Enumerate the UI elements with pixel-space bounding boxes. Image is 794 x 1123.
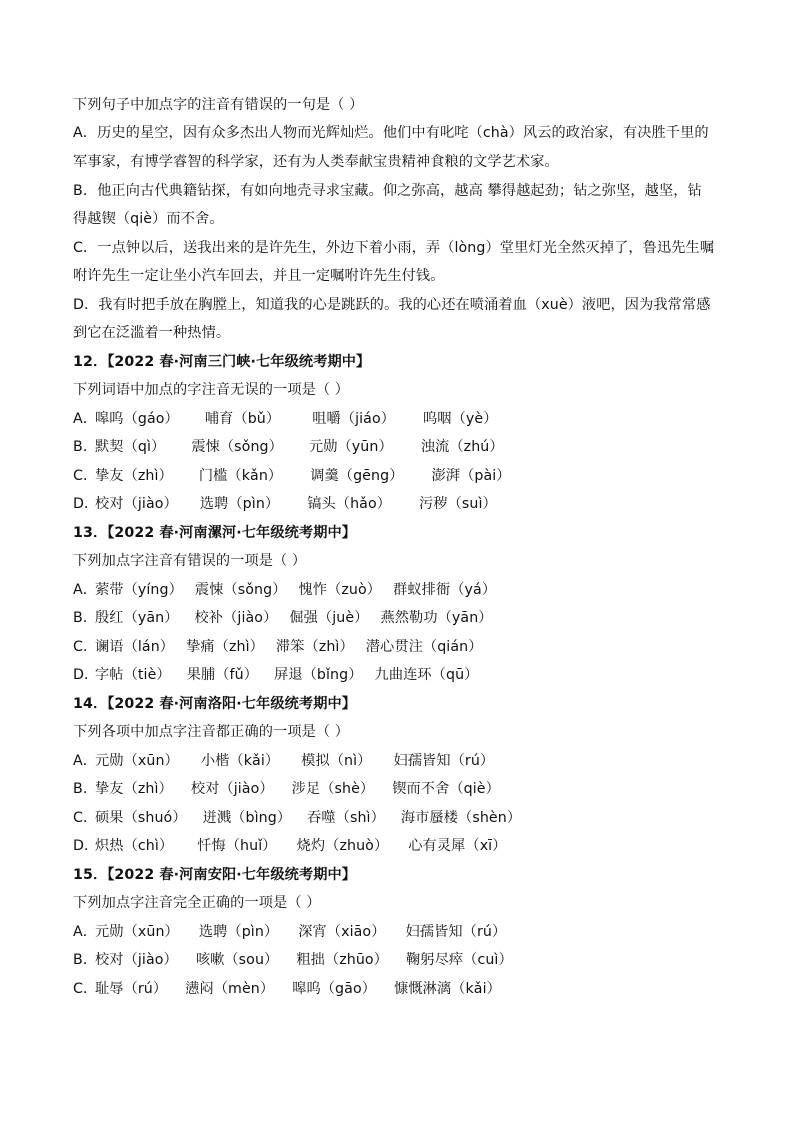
option-word: 浊流（zhú） — [420, 439, 504, 455]
q11-line: C．一点钟以后，送我出来的是许先生，外边下着小雨，弄（lòng）堂里灯光全然灭掉了，鲁迅先生嘱 — [73, 240, 715, 256]
option-word: 果脯（fǔ） — [186, 667, 259, 683]
q13-option-b[interactable] — [73, 608, 513, 628]
option-word: 谰语（lán） — [95, 639, 175, 655]
q14-stem: 下列各项中加点字注音都正确的一项是（ ） — [73, 724, 350, 740]
option-word: 殷红（yān） — [95, 610, 179, 626]
option-word: 屏退（bǐng） — [274, 667, 363, 683]
q14-option-d[interactable] — [73, 836, 527, 856]
option-label: D． — [73, 667, 99, 683]
q12-option-d[interactable] — [73, 494, 517, 514]
q15-option-c[interactable] — [73, 979, 521, 999]
option-word: 字帖（tiè） — [95, 667, 171, 683]
q11-line: 咐许先生一定让坐小汽车回去，并且一定嘱咐许先生付钱。 — [73, 268, 445, 284]
option-word: 群蚁排衙（yá） — [393, 582, 497, 598]
option-word: 校对（jiào） — [95, 952, 178, 968]
q15-header: 15．【2022 春·河南安阳·七年级统考期中】 — [73, 867, 357, 883]
option-word: 海市蜃楼（shèn） — [400, 810, 522, 826]
option-word: 滞笨（zhì） — [275, 639, 354, 655]
q13-option-a[interactable] — [73, 580, 516, 600]
q13-option-d[interactable] — [73, 665, 498, 685]
option-word: 选聘（pìn） — [198, 924, 279, 940]
q13-option-c[interactable] — [73, 637, 503, 657]
option-word: 萦带（yíng） — [95, 582, 183, 598]
option-word: 默契（qì） — [95, 439, 166, 455]
option-label: A． — [73, 753, 98, 769]
q12-header: 12．【2022 春·河南三门峡·七年级统考期中】 — [73, 354, 371, 370]
option-word: 慷慨淋漓（kǎi） — [394, 981, 501, 997]
option-word: 模拟（nì） — [301, 753, 372, 769]
q12-stem: 下列词语中加点的字注音无误的一项是（ ） — [73, 382, 350, 398]
q11-line: B．他正向古代典籍钻探，有如向地壳寻求宝藏。仰之弥高，越高 攀得越起劲；钻之弥坚，越坚，钻 — [73, 183, 702, 199]
option-word: 门槛（kǎn） — [198, 468, 283, 484]
option-word: 调羹（gēng） — [310, 468, 404, 484]
q11-stem: 下列句子中加点字的注音有错误的一句是（ ） — [73, 97, 364, 113]
option-word: 元勋（xūn） — [95, 924, 179, 940]
q13-header: 13．【2022 春·河南漯河·七年级统考期中】 — [73, 525, 357, 541]
option-word: 烧灼（zhuò） — [296, 838, 389, 854]
option-word: 挚友（zhì） — [95, 468, 173, 484]
option-word: 元勋（xūn） — [95, 753, 179, 769]
q11-line: D．我有时把手放在胸膛上，知道我的心是跳跃的。我的心还在喷涌着血（xuè）液吧，因为我常常感 — [73, 297, 711, 313]
q14-header: 14．【2022 春·河南洛阳·七年级统考期中】 — [73, 696, 357, 712]
option-word: 愧怍（zuò） — [298, 582, 382, 598]
option-word: 震悚（sǒng） — [194, 582, 287, 598]
q11-line: 军事家，有博学睿智的科学家，还有为人类奉献宝贵精神食粮的文学艺术家。 — [73, 154, 559, 170]
option-word: 九曲连环（qū） — [374, 667, 479, 683]
option-word: 燕然勒功（yān） — [380, 610, 493, 626]
option-label: C． — [73, 981, 98, 997]
option-word: 鞠躬尽瘁（cuì） — [406, 952, 513, 968]
option-word: 炽热（chì） — [95, 838, 174, 854]
option-label: B． — [73, 610, 98, 626]
option-word: 妇孺皆知（rú） — [405, 924, 507, 940]
option-word: 涉足（shè） — [291, 781, 375, 797]
option-word: 锲而不舍（qiè） — [392, 781, 500, 797]
q15-stem: 下列加点字注音完全正确的一项是（ ） — [73, 895, 321, 911]
option-word: 咀嚼（jiáo） — [312, 411, 396, 427]
q12-option-a[interactable] — [73, 409, 518, 429]
q12-option-c[interactable] — [73, 466, 531, 486]
option-word: 懑闷（mèn） — [185, 981, 275, 997]
option-word: 选聘（pìn） — [199, 496, 280, 512]
option-label: C． — [73, 810, 98, 826]
option-word: 呜咽（yè） — [423, 411, 498, 427]
option-word: 元勋（yūn） — [308, 439, 393, 455]
option-word: 哺育（bǔ） — [204, 411, 281, 427]
q14-option-a[interactable] — [73, 751, 514, 771]
option-word: 镐头（hǎo） — [307, 496, 392, 512]
option-word: 倔强（juè） — [289, 610, 369, 626]
q12-option-b[interactable] — [73, 437, 524, 457]
option-label: B． — [73, 781, 98, 797]
option-word: 校补（jiào） — [194, 610, 278, 626]
q11-line: 得越锲（qiè）而不舍。 — [73, 211, 224, 227]
option-word: 心有灵犀（xī） — [408, 838, 507, 854]
option-word: 迸溅（bìng） — [202, 810, 292, 826]
q15-option-b[interactable] — [73, 950, 533, 970]
option-label: D． — [73, 838, 99, 854]
option-word: 嗥呜（gáo） — [95, 411, 179, 427]
option-word: 忏悔（huǐ） — [197, 838, 277, 854]
option-label: A． — [73, 924, 98, 940]
option-word: 妇孺皆知（rú） — [393, 753, 495, 769]
q13-stem: 下列加点字注音有错误的一项是（ ） — [73, 553, 307, 569]
option-word: 潜心贯注（qián） — [365, 639, 483, 655]
option-word: 挚友（zhì） — [95, 781, 173, 797]
option-word: 咳嗽（sou） — [195, 952, 279, 968]
option-word: 小楷（kǎi） — [200, 753, 280, 769]
option-label: B． — [73, 439, 98, 455]
option-word: 硕果（shuó） — [95, 810, 187, 826]
q11-line: 到它在泛滥着一种热情。 — [73, 325, 231, 341]
option-label: D． — [73, 496, 99, 512]
option-word: 嗥呜（gāo） — [292, 981, 377, 997]
option-word: 耻辱（rú） — [95, 981, 168, 997]
option-label: A． — [73, 582, 98, 598]
option-word: 校对（jiào） — [190, 781, 274, 797]
option-word: 深宵（xiāo） — [298, 924, 386, 940]
option-word: 污秽（suì） — [419, 496, 497, 512]
option-word: 震悚（sǒng） — [191, 439, 283, 455]
q14-option-c[interactable] — [73, 808, 541, 828]
option-label: A． — [73, 411, 98, 427]
option-label: C． — [73, 639, 98, 655]
q14-option-b[interactable] — [73, 779, 520, 799]
option-word: 挚痛（zhì） — [186, 639, 264, 655]
option-word: 澎湃（pài） — [431, 468, 511, 484]
q15-option-a[interactable] — [73, 922, 526, 942]
option-label: C． — [73, 468, 98, 484]
q11-line: A．历史的星空，因有众多杰出人物而光辉灿烂。他们中有叱咤（chà）风云的政治家，有决胜千里的 — [73, 125, 709, 141]
option-word: 校对（jiào） — [95, 496, 178, 512]
option-word: 吞噬（shì） — [307, 810, 385, 826]
option-label: B． — [73, 952, 98, 968]
option-word: 粗拙（zhūo） — [296, 952, 388, 968]
